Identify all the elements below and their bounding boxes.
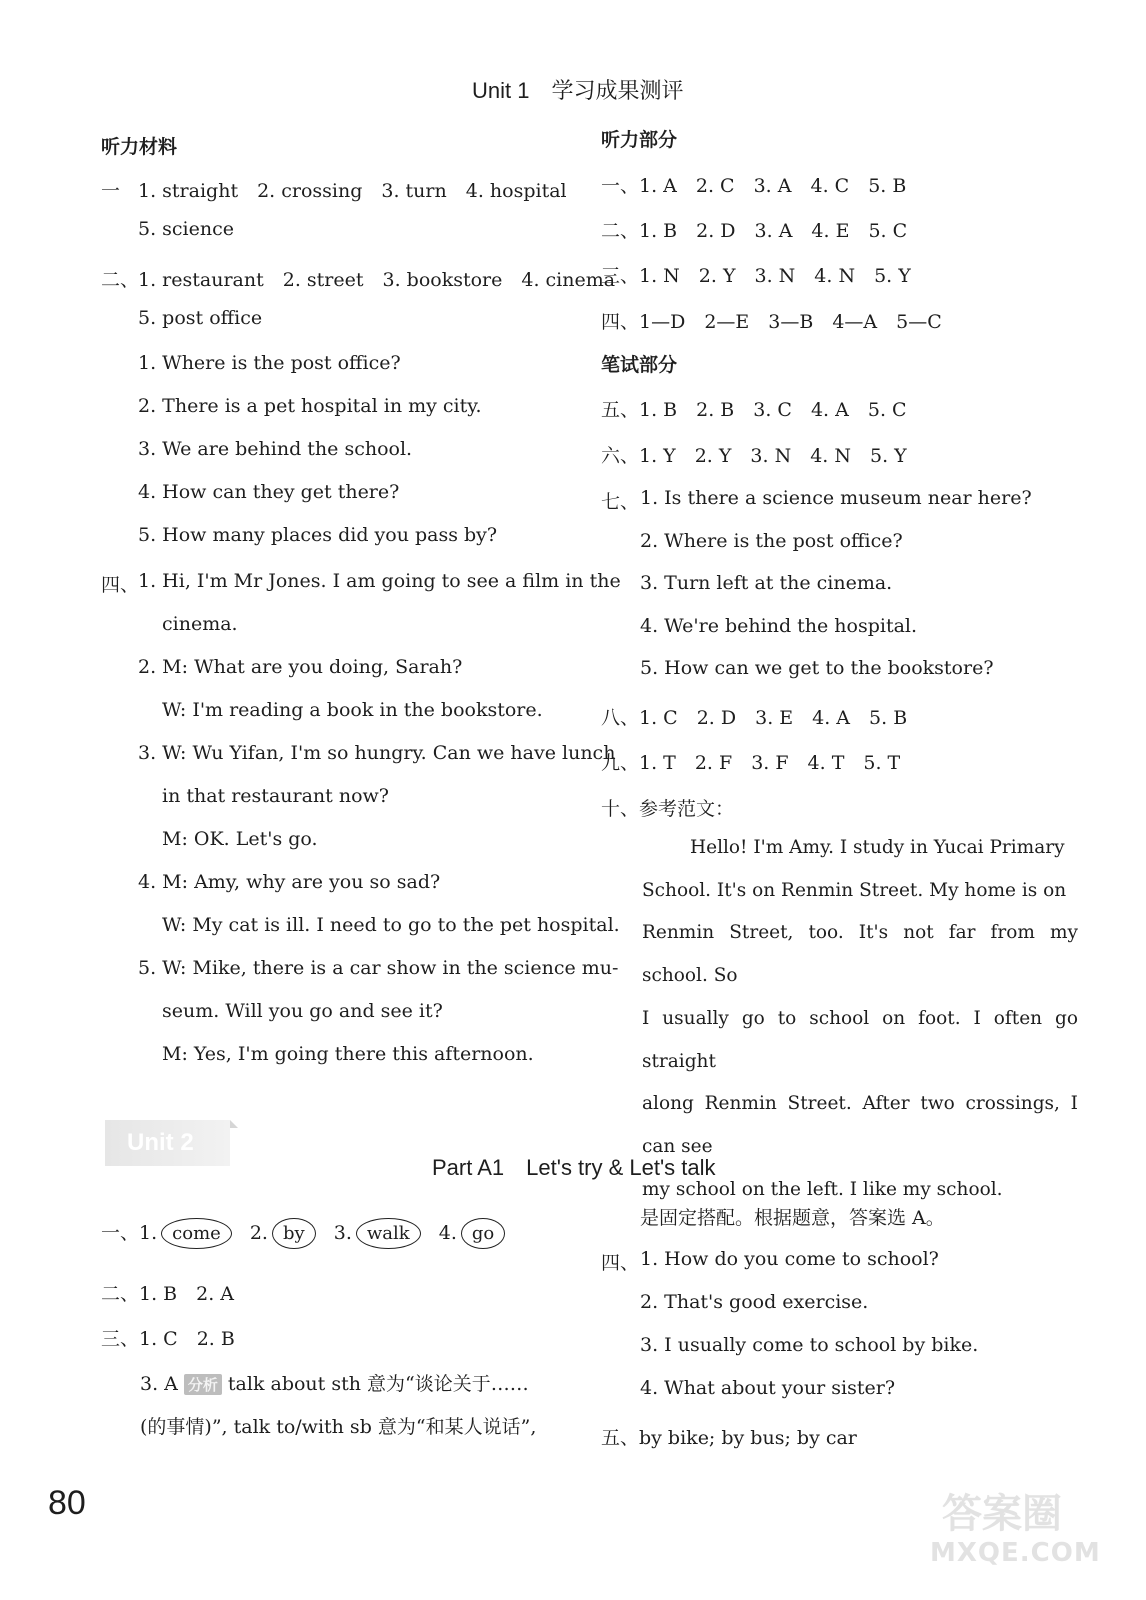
answer-row-4: 四、1—D 2—E 3—B 4—A 5—C — [601, 311, 942, 333]
s4-line: W: I'm reading a book in the bookstore. — [162, 699, 543, 721]
essay-line: along Renmin Street. After two crossings, I can see — [642, 1093, 1078, 1157]
u2-q1-item-num: 4. — [438, 1222, 457, 1244]
analysis-tag: 分析 — [184, 1374, 222, 1395]
circled-word: by — [272, 1218, 316, 1249]
s3-line: 2. There is a pet hospital in my city. — [138, 395, 482, 417]
s1-line2: 5. science — [138, 218, 235, 240]
essay-line: Hello! I'm Amy. I study in Yucai Primary — [690, 837, 1065, 858]
u2-q1-item-num: 3. — [333, 1222, 352, 1244]
answer-row-5: 五、1. B 2. B 3. C 4. A 5. C — [601, 399, 907, 421]
s4-line: in that restaurant now? — [162, 785, 389, 807]
s2-number: 二、 — [101, 269, 140, 291]
answer-row-3: 三、1. N 2. Y 3. N 4. N 5. Y — [601, 265, 911, 287]
page-title: Unit 1 学习成果测评 — [472, 78, 684, 103]
u2-q3-3-continued: (的事情)”, talk to/with sb 意为“和某人说话”, — [140, 1416, 537, 1438]
section-heading-listening: 听力部分 — [601, 129, 678, 151]
s4-line: 5. W: Mike, there is a car show in the science mu- — [138, 957, 619, 979]
u2-right-continued: 是固定搭配。根据题意，答案选 A。 — [640, 1207, 945, 1229]
page-number: 80 — [48, 1484, 86, 1522]
answer-row-2: 二、1. B 2. D 3. A 4. E 5. C — [601, 220, 908, 242]
u2-q3-3 — [140, 1369, 529, 1396]
s4-number: 四、 — [101, 574, 140, 596]
answer-row-9: 九、1. T 2. F 3. F 4. T 5. T — [601, 752, 901, 774]
u2-q4-line: 3. I usually come to school by bike. — [640, 1334, 979, 1356]
s4-line: M: OK. Let's go. — [162, 828, 318, 850]
u2-q4-line: 2. That's good exercise. — [640, 1291, 869, 1313]
circled-word: go — [461, 1218, 505, 1249]
essay-line: I usually go to school on foot. I often go straight — [642, 1007, 1078, 1072]
s3-line: 4. How can they get there? — [138, 481, 400, 503]
u2-q2: 二、1. B 2. A — [101, 1283, 235, 1305]
answer-row-8: 八、1. C 2. D 3. E 4. A 5. B — [601, 707, 908, 729]
s4-line: 4. M: Amy, why are you so sad? — [138, 871, 441, 893]
s4-line: 1. Hi, I'm Mr Jones. I am going to see a film in the — [138, 570, 621, 592]
u2-q3: 三、1. C 2. B — [101, 1328, 235, 1350]
u2-q1 — [101, 1218, 505, 1249]
unit-2-title: Part A1 Let's try & Let's talk — [432, 1155, 716, 1180]
s4-line: seum. Will you go and see it? — [162, 1000, 443, 1022]
answer-row-6: 六、1. Y 2. Y 3. N 4. N 5. Y — [601, 445, 907, 467]
answer-row-7-line: 3. Turn left at the cinema. — [640, 572, 893, 594]
u2-q1-number: 一、 — [101, 1222, 140, 1244]
answer-row-7-line: 1. Is there a science museum near here? — [640, 487, 1032, 509]
s4-line: 2. M: What are you doing, Sarah? — [138, 656, 463, 678]
s2-line2: 5. post office — [138, 307, 263, 329]
s2-line1: 1. restaurant 2. street 3. bookstore 4. cinema — [138, 269, 616, 291]
circled-word: walk — [356, 1218, 421, 1249]
u2-q4-line: 1. How do you come to school? — [640, 1248, 939, 1270]
answer-row-7-line: 5. How can we get to the bookstore? — [640, 657, 994, 679]
watermark-url: MXQE.COM — [930, 1538, 1101, 1568]
s1-number: 一 — [101, 180, 121, 202]
s4-line: W: My cat is ill. I need to go to the pet hospital. — [162, 914, 620, 936]
u2-q3-3-text: talk about sth 意为“谈论关于…… — [227, 1373, 529, 1395]
essay-line: Renmin Street, too. It's not far from my school. So — [642, 922, 1078, 987]
answer-row-7-line: 2. Where is the post office? — [640, 530, 903, 552]
answer-row-10: 十、参考范文： — [601, 798, 735, 820]
answer-row-7-line: 4. We're behind the hospital. — [640, 615, 918, 637]
answer-row-1: 一、1. A 2. C 3. A 4. C 5. B — [601, 175, 907, 197]
s4-line: cinema. — [162, 613, 238, 635]
essay-line: School. It's on Renmin Street. My home is on — [642, 879, 1067, 901]
answer-row-7-number: 七、 — [601, 491, 640, 513]
unit-2-banner: Unit 2 — [105, 1120, 230, 1166]
s4-line: M: Yes, I'm going there this afternoon. — [162, 1043, 534, 1065]
s1-line1: 1. straight 2. crossing 3. turn 4. hospital — [138, 180, 567, 202]
section-heading-written: 笔试部分 — [601, 354, 678, 376]
u2-q3-3-answer: 3. A — [140, 1373, 178, 1395]
u2-q1-item-num: 1. — [139, 1222, 158, 1244]
section-heading-listening-material: 听力材料 — [101, 136, 178, 158]
u2-q4-number: 四、 — [601, 1252, 640, 1274]
s3-line: 5. How many places did you pass by? — [138, 524, 498, 546]
s4-line: 3. W: Wu Yifan, I'm so hungry. Can we have lunch — [138, 742, 616, 764]
u2-q4-line: 4. What about your sister? — [640, 1377, 896, 1399]
watermark-logo: 答案圈 — [942, 1491, 1062, 1537]
essay-line: my school on the left. I like my school. — [642, 1178, 1003, 1200]
s3-line: 1. Where is the post office? — [138, 352, 401, 374]
u2-q5: 五、by bike; by bus; by car — [601, 1427, 857, 1449]
s3-line: 3. We are behind the school. — [138, 438, 413, 460]
u2-q1-item-num: 2. — [249, 1222, 268, 1244]
circled-word: come — [161, 1218, 232, 1249]
